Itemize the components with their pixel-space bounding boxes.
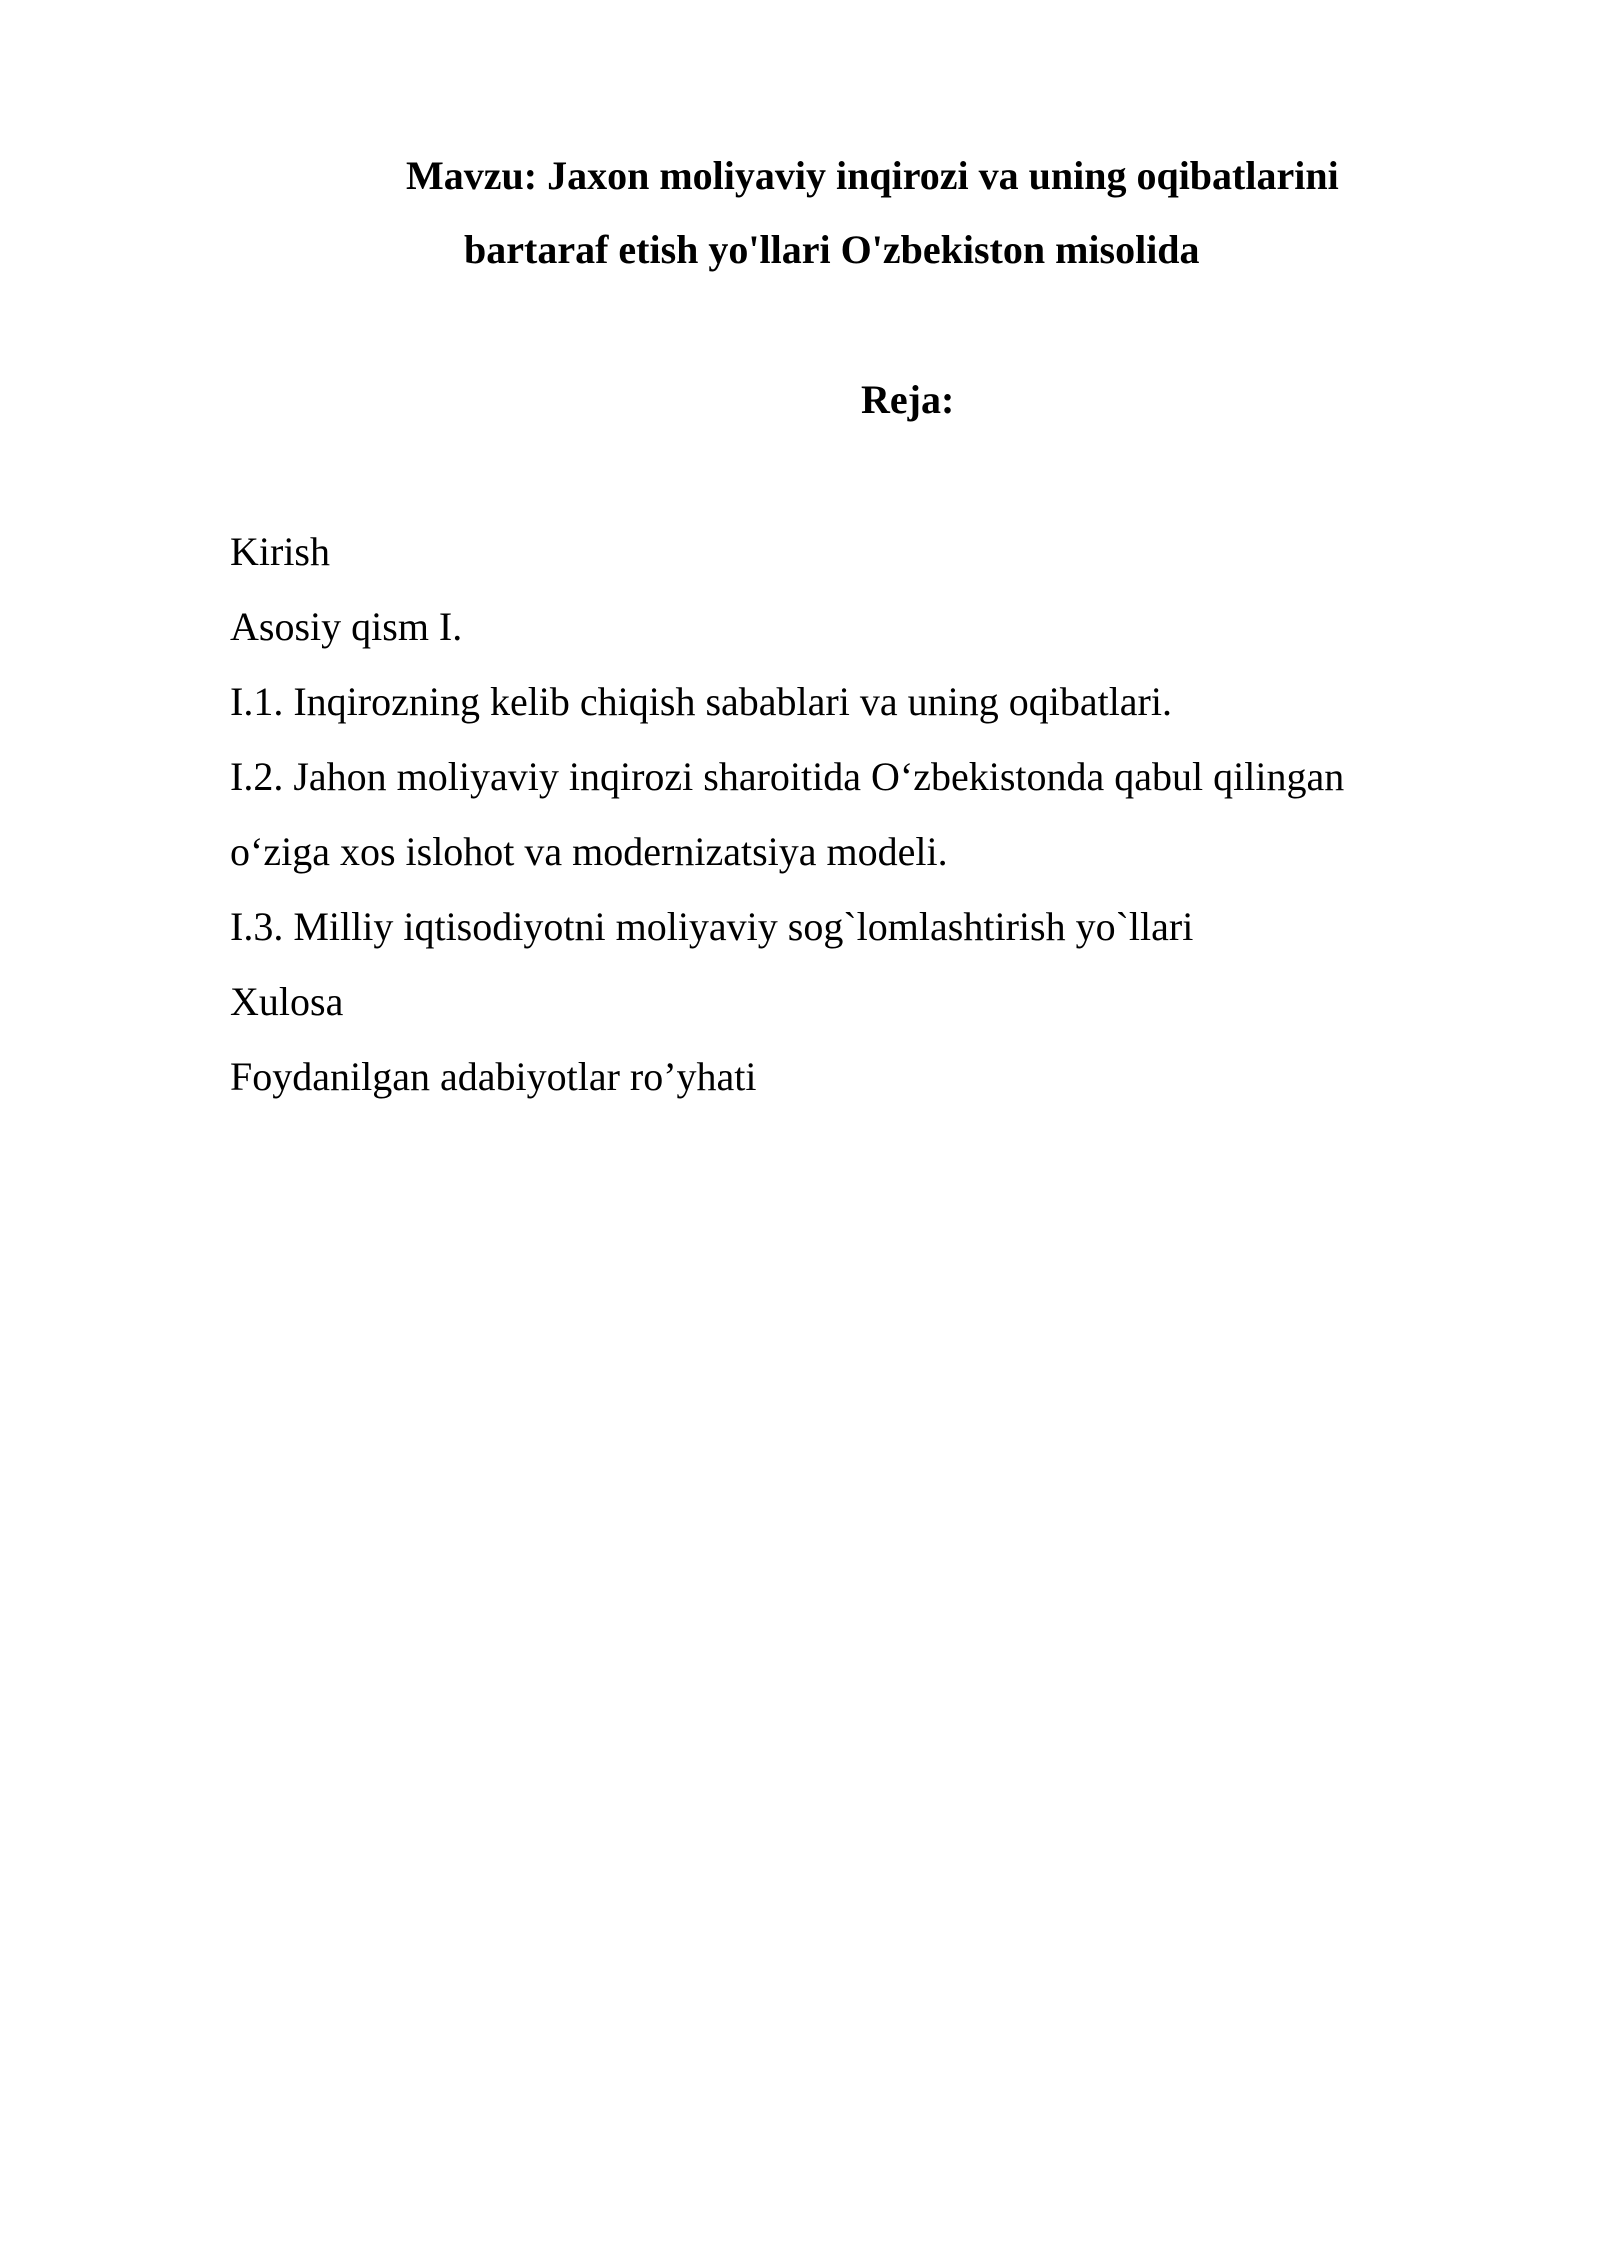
plan-item-kirish: Kirish — [230, 529, 330, 574]
plan-heading: Reja: — [861, 377, 955, 422]
document-title-line-1: Mavzu: Jaxon moliyaviy inqirozi va uning oqibatlarini — [406, 153, 1339, 198]
plan-list — [230, 514, 1460, 1114]
plan-item-1-1: I.1. Inqirozning kelib chiqish sabablari va uning oqibatlari. — [230, 679, 1172, 724]
document-title-line-2: bartaraf etish yo'llari O'zbekiston misolida — [464, 227, 1200, 272]
plan-item-references: Foydanilgan adabiyotlar ro’yhati — [230, 1054, 757, 1099]
plan-item-asosiy-qism: Asosiy qism I. — [230, 604, 463, 649]
plan-item-xulosa: Xulosa — [230, 979, 344, 1024]
plan-item-1-2: I.2. Jahon moliyaviy inqirozi sharoitida O‘zbekistonda qabul qilingan — [230, 754, 1345, 799]
plan-item-1-3: I.3. Milliy iqtisodiyotni moliyaviy sog`lomlashtirish yo`llari — [230, 904, 1194, 949]
plan-item-1-2-continuation: o‘ziga xos islohot va modernizatsiya modeli. — [230, 829, 948, 874]
